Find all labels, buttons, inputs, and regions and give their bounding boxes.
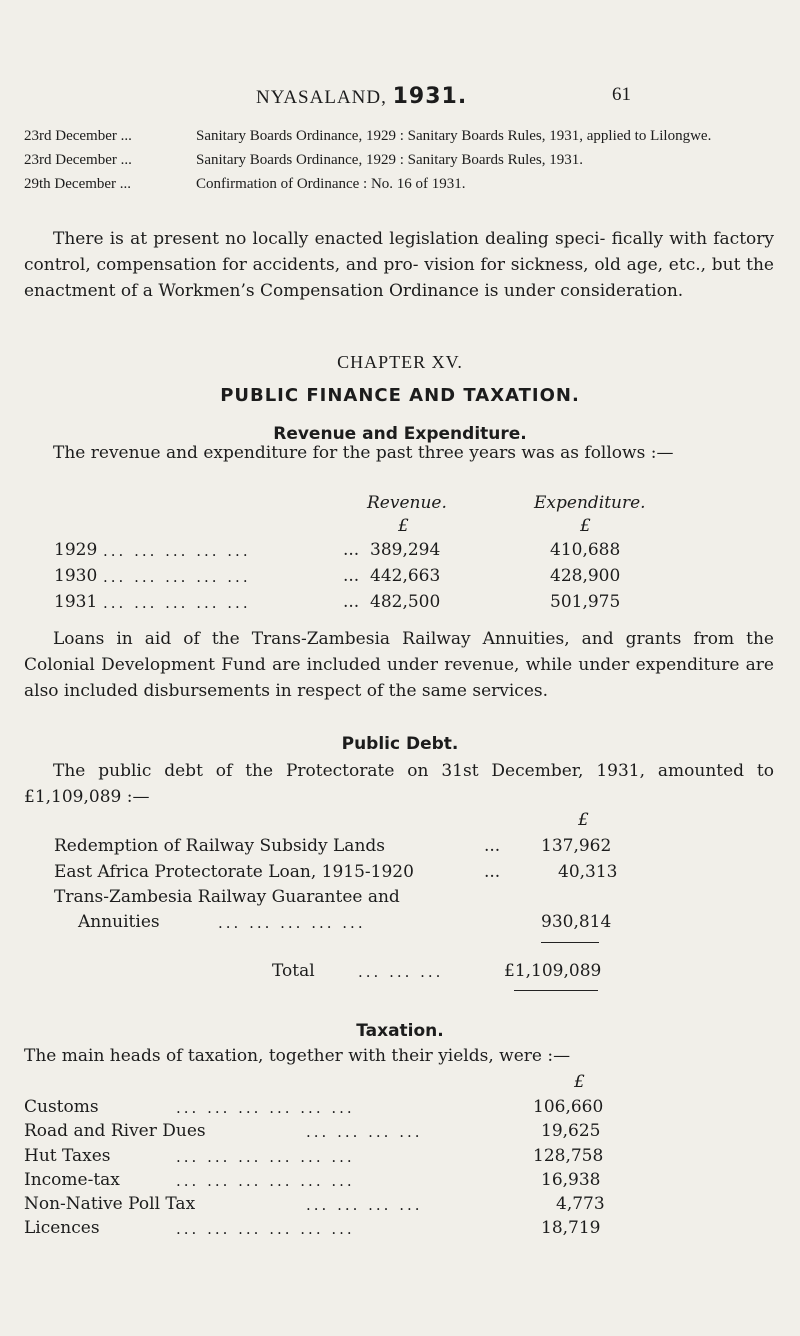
revenue-year: 1931 <box>54 592 98 612</box>
tax-label: Non-Native Poll Tax <box>24 1194 196 1214</box>
public-debt-intro: The public debt of the Protectorate on 31st December, 1931, amounted to £1,109,089 :— <box>24 761 774 807</box>
debt-item-amount: 930,814 <box>541 912 612 932</box>
tax-amount: 18,719 <box>541 1218 601 1238</box>
leader-dots: ... <box>484 862 501 882</box>
gazette-date: 23rd December ... <box>24 152 132 168</box>
section-title: PUBLIC FINANCE AND TAXATION. <box>220 385 580 406</box>
expenditure-column-header: Expenditure. <box>534 493 646 513</box>
tax-amount: 16,938 <box>541 1170 601 1190</box>
tax-label: Hut Taxes <box>24 1146 111 1166</box>
taxation-heading: Taxation. <box>356 1021 444 1041</box>
expenditure-value: 410,688 <box>550 540 621 560</box>
gazette-text: Sanitary Boards Ordinance, 1929 : Sanitary Boards Rules, 1931. <box>196 152 584 168</box>
gazette-list <box>24 127 784 199</box>
gazette-entry <box>24 151 784 169</box>
tax-amount: 128,758 <box>533 1146 604 1166</box>
chapter-title: CHAPTER XV. <box>337 352 463 372</box>
legislation-paragraph: There is at present no locally enacted legislation dealing speci- fically with factory control, compensation for accidents, and pro- vision for sickness, old age, etc., but the enactment of a Workmen’s Compensation Ordinance is under consideration. <box>24 229 774 301</box>
gazette-entry <box>24 175 784 193</box>
leader-dots: ... ... ... ... ... ... <box>176 1220 355 1238</box>
revenue-note: Loans in aid of the Trans-Zambesia Railway Annuities, and grants from the Colonial Development Fund are included under revenue, while under expenditure are also included disbursements in respect of the same services. <box>24 629 774 701</box>
taxation-intro: The main heads of taxation, together with their yields, were :— <box>24 1046 571 1066</box>
revenue-heading: Revenue and Expenditure. <box>273 424 527 444</box>
leader-dots: ... <box>484 836 501 856</box>
gazette-text: Confirmation of Ordinance : No. 16 of 1931. <box>196 176 466 192</box>
revenue-year: 1929 <box>54 540 98 560</box>
leader-dots: ... ... ... ... ... <box>103 594 251 612</box>
revenue-column-header: Revenue. <box>367 493 447 513</box>
expenditure-value: 428,900 <box>550 566 621 586</box>
subtotal-rule <box>541 942 599 943</box>
leader-dots: ... ... ... ... <box>306 1123 423 1141</box>
tax-label: Income-tax <box>24 1170 120 1190</box>
revenue-value: 442,663 <box>370 566 441 586</box>
public-debt-heading: Public Debt. <box>341 734 459 754</box>
debt-currency: £ <box>578 810 589 830</box>
gazette-text: Sanitary Boards Ordinance, 1929 : Sanitary Boards Rules, 1931, applied to Lilongwe. <box>196 128 712 144</box>
total-rule <box>514 990 598 991</box>
leader-dots: ... ... ... <box>358 963 444 981</box>
expenditure-value: 501,975 <box>550 592 621 612</box>
running-title: NYASALAND, 1931. <box>256 84 468 109</box>
expenditure-currency: £ <box>580 516 591 536</box>
debt-item-label: East Africa Protectorate Loan, 1915-1920 <box>54 862 414 882</box>
revenue-leader-end: ... <box>343 592 360 612</box>
tax-amount: 4,773 <box>556 1194 605 1214</box>
debt-item-label-continued: Annuities <box>78 912 160 932</box>
gazette-date: 29th December ... <box>24 176 132 192</box>
page-header <box>0 84 800 114</box>
leader-dots: ... ... ... ... ... ... <box>176 1099 355 1117</box>
leader-dots: ... ... ... ... ... <box>218 914 366 932</box>
debt-item-amount: 40,313 <box>558 862 618 882</box>
tax-label: Licences <box>24 1218 100 1238</box>
revenue-year: 1930 <box>54 566 98 586</box>
gazette-entry <box>24 127 784 145</box>
gazette-date: 23rd December ... <box>24 128 132 144</box>
leader-dots: ... ... ... ... ... ... <box>176 1148 355 1166</box>
revenue-intro: The revenue and expenditure for the past three years was as follows :— <box>53 443 674 463</box>
debt-total-amount: £1,109,089 <box>504 961 602 981</box>
debt-item-amount: 137,962 <box>541 836 612 856</box>
leader-dots: ... ... ... ... ... ... <box>176 1172 355 1190</box>
tax-label: Road and River Dues <box>24 1121 206 1141</box>
leader-dots: ... ... ... ... ... <box>103 542 251 560</box>
revenue-leader-end: ... <box>343 540 360 560</box>
tax-label: Customs <box>24 1097 99 1117</box>
tax-amount: 106,660 <box>533 1097 604 1117</box>
tax-amount: 19,625 <box>541 1121 601 1141</box>
page-number: 61 <box>612 84 631 105</box>
revenue-value: 389,294 <box>370 540 441 560</box>
revenue-currency: £ <box>398 516 409 536</box>
taxation-currency: £ <box>574 1072 585 1092</box>
debt-item-label: Trans-Zambesia Railway Guarantee and <box>54 887 400 907</box>
debt-item-label: Redemption of Railway Subsidy Lands <box>54 836 385 856</box>
leader-dots: ... ... ... ... <box>306 1196 423 1214</box>
running-title-year: 1931. <box>392 84 468 109</box>
debt-total-label: Total <box>272 961 315 981</box>
revenue-value: 482,500 <box>370 592 441 612</box>
leader-dots: ... ... ... ... ... <box>103 568 251 586</box>
revenue-leader-end: ... <box>343 566 360 586</box>
